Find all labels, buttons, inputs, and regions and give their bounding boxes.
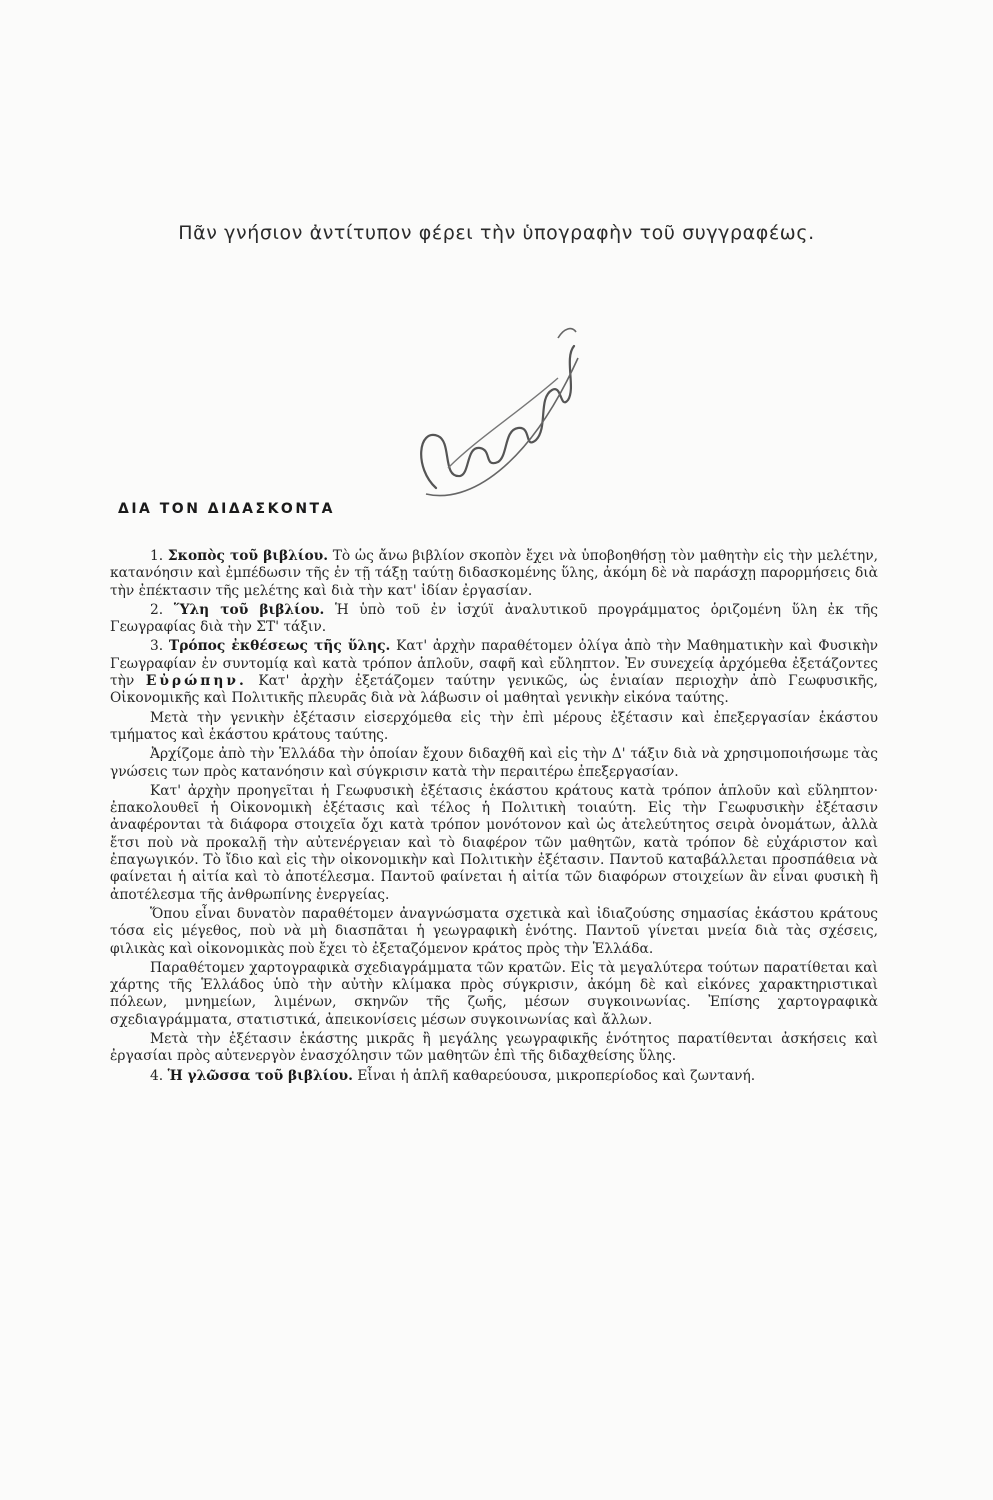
paragraph-geophysical: Κατ' ἀρχὴν προηγεῖται ἡ Γεωφυσικὴ ἐξέτασις ἑκάστου κράτους κατὰ τρόπον ἁπλοῦν καὶ εὔληπτον· ἐπακολουθεῖ ἡ Οἰκονομικὴ ἐξέτασις καὶ τέλος ἡ Πολιτικὴ τοιαύτη. Εἰς τὴν Γεωφυσικὴν ἐξέτασιν ἀναφέρονται τὰ διάφορα στοιχεῖα ὄχι κατὰ τρόπον μονότονον καὶ ὡς ἀτελεύτητος σειρὰ ὀνομάτων, ἀλλὰ ἔτσι ποὺ νὰ προκαλῇ τὴν αὐτενέργειαν καὶ τὸ διαφέρον τῶν μαθητῶν, κατὰ τρόπον δὲ εὐχάριστον καὶ ἐπαγωγικόν. Τὸ ἴδιο καὶ εἰς τὴν οἰκονομικὴν καὶ Πολιτικὴν ἐξέτασιν. Παντοῦ καταβάλλεται προσπάθεια νὰ φαίνεται ἡ αἰτία καὶ τὸ ἀποτέλεσμα. Παντοῦ φαίνεται ἡ αἰτία τῶν διαφόρων στοιχείων ἂν εἶναι φυσικὴ ἢ ἀποτέλεσμα τῆς ἀνθρωπίνης ἐνεργείας.	[110, 782, 878, 903]
author-signature	[408, 318, 598, 518]
paragraph-exercises: Μετὰ τὴν ἐξέτασιν ἑκάστης μικρᾶς ἢ μεγάλης γεωγραφικῆς ἑνότητος παρατίθενται ἀσκήσεις καὶ ἐργασίαι πρὸς αὐτενεργὸν ἐνασχόλησιν τῶν μαθητῶν ἐπὶ τῆς διδαχθείσης ὕλης.	[110, 1031, 878, 1065]
body-text	[110, 548, 878, 1087]
item-heading: Ἡ γλῶσσα τοῦ βιβλίου.	[167, 1067, 353, 1084]
paragraph-purpose	[110, 548, 878, 600]
paragraph-material	[110, 602, 878, 637]
item-number: 3.	[150, 638, 164, 655]
item-text: Κατ' ἀρχὴν ἐξετάζομεν ταύτην γενικῶς, ὡς ἑνιαίαν περιοχὴν ἀπὸ Γεωφυσικῆς, Οἰκονομικῆς καὶ Πολιτικῆς πλευρᾶς διὰ νὰ λάβωσιν οἱ μαθηταὶ γενικὴν εἰκόνα ταύτης.	[110, 673, 879, 707]
item-text: Εἶναι ἡ ἁπλῆ καθαρεύουσα, μικροπερίοδος καὶ ζωντανή.	[357, 1067, 756, 1084]
item-text: Τὸ ὡς ἄνω βιβλίον σκοπὸν ἔχει νὰ ὑποβοηθήσῃ τὸν μαθητὴν εἰς τὴν μελέτην, κατανόησιν καὶ ἐμπέδωσιν τῆς ἐν τῇ τάξῃ ταύτῃ διδασκομένης ὕλης, ἀκόμη δὲ νὰ παράσχῃ παρορμήσεις διὰ τὴν ἐπέκτασιν τῆς μελέτης καὶ διὰ τὴν κατ' ἰδίαν ἐργασίαν.	[110, 548, 878, 599]
item-text: Κατ' ἀρχὴν παραθέτομεν ὀλίγα ἀπὸ τὴν Μαθηματικὴν καὶ Φυσικὴν Γεωγραφίαν ἐν συντομίᾳ καὶ κατὰ τρόπον ἁπλοῦν, σαφῆ καὶ εὔληπτον. Ἐν συνεχείᾳ ἀρχόμεθα ἐξετάζοντες τὴν	[110, 638, 879, 690]
paragraph-greece: Ἀρχίζομε ἀπὸ τὴν Ἑλλάδα τὴν ὁποίαν ἔχουν διδαχθῆ καὶ εἰς τὴν Δ' τάξιν διὰ νὰ χρησιμοποιήσωμε τὰς γνώσεις των πρὸς κατανόησιν καὶ σύγκρισιν κατὰ τὴν περαιτέρω ἐπεξεργασίαν.	[110, 746, 878, 780]
paragraph-general-exam: Μετὰ τὴν γενικὴν ἐξέτασιν εἰσερχόμεθα εἰς τὴν ἐπὶ μέρους ἐξέτασιν καὶ ἐπεξεργασίαν ἑκάστου τμήματος καὶ ἑκάστου κράτους ταύτης.	[110, 709, 878, 743]
authenticity-notice: Πᾶν γνήσιον ἀντίτυπον φέρει τὴν ὑπογραφὴν τοῦ συγγραφέως.	[178, 222, 815, 244]
item-heading: Σκοπὸς τοῦ βιβλίου.	[167, 548, 329, 564]
paragraph-presentation	[110, 638, 878, 707]
item-number: 1.	[150, 548, 164, 564]
section-title: ΔΙΑ ΤΟΝ ΔΙΔΑΣΚΟΝΤΑ	[118, 501, 335, 517]
item-number: 2.	[150, 601, 164, 618]
item-text: Ἡ ὑπὸ τοῦ ἐν ἰσχύϊ ἀναλυτικοῦ προγράμματος ὁριζομένη ὕλη ἐκ τῆς Γεωγραφίας διὰ τὴν ΣΤ' τάξιν.	[110, 601, 878, 636]
item-heading: Ὕλη τοῦ βιβλίου.	[173, 601, 325, 618]
item-number: 4.	[150, 1067, 164, 1084]
paragraph-language	[110, 1068, 878, 1085]
europe-emphasis: Εὐρώπην.	[145, 673, 247, 690]
paragraph-readings: Ὅπου εἶναι δυνατὸν παραθέτομεν ἀναγνώσματα σχετικὰ καὶ ἰδιαζούσης σημασίας ἑκάστου κράτους τόσα εἰς μέγεθος, ποὺ νὰ μὴ διασπᾶται ἡ γεωγραφικὴ ἑνότης. Παντοῦ γίνεται μνεία διὰ τὰς σχέσεις, φιλικὰς καὶ οἰκονομικὰς ποὺ ἔχει τὸ ἐξεταζόμενον κράτος πρὸς τὴν Ἑλλάδα.	[110, 905, 878, 957]
item-heading: Τρόπος ἐκθέσεως τῆς ὕλης.	[168, 638, 391, 655]
paragraph-maps: Παραθέτομεν χαρτογραφικὰ σχεδιαγράμματα τῶν κρατῶν. Εἰς τὰ μεγαλύτερα τούτων παρατίθεται καὶ χάρτης τῆς Ἑλλάδος ὑπὸ τὴν αὐτὴν κλίμακα πρὸς σύγκρισιν, ἀκόμη δὲ καὶ εἰκόνες χαρακτηριστικαὶ πόλεων, μνημείων, λιμένων, σκηνῶν τῆς ζωῆς, μέσων συγκοινωνίας. Ἐπίσης χαρτογραφικὰ σχεδιαγράμματα, στατιστικά, ἀπεικονίσεις μέσων συγκοινωνίας καὶ ἄλλων.	[110, 959, 878, 1028]
